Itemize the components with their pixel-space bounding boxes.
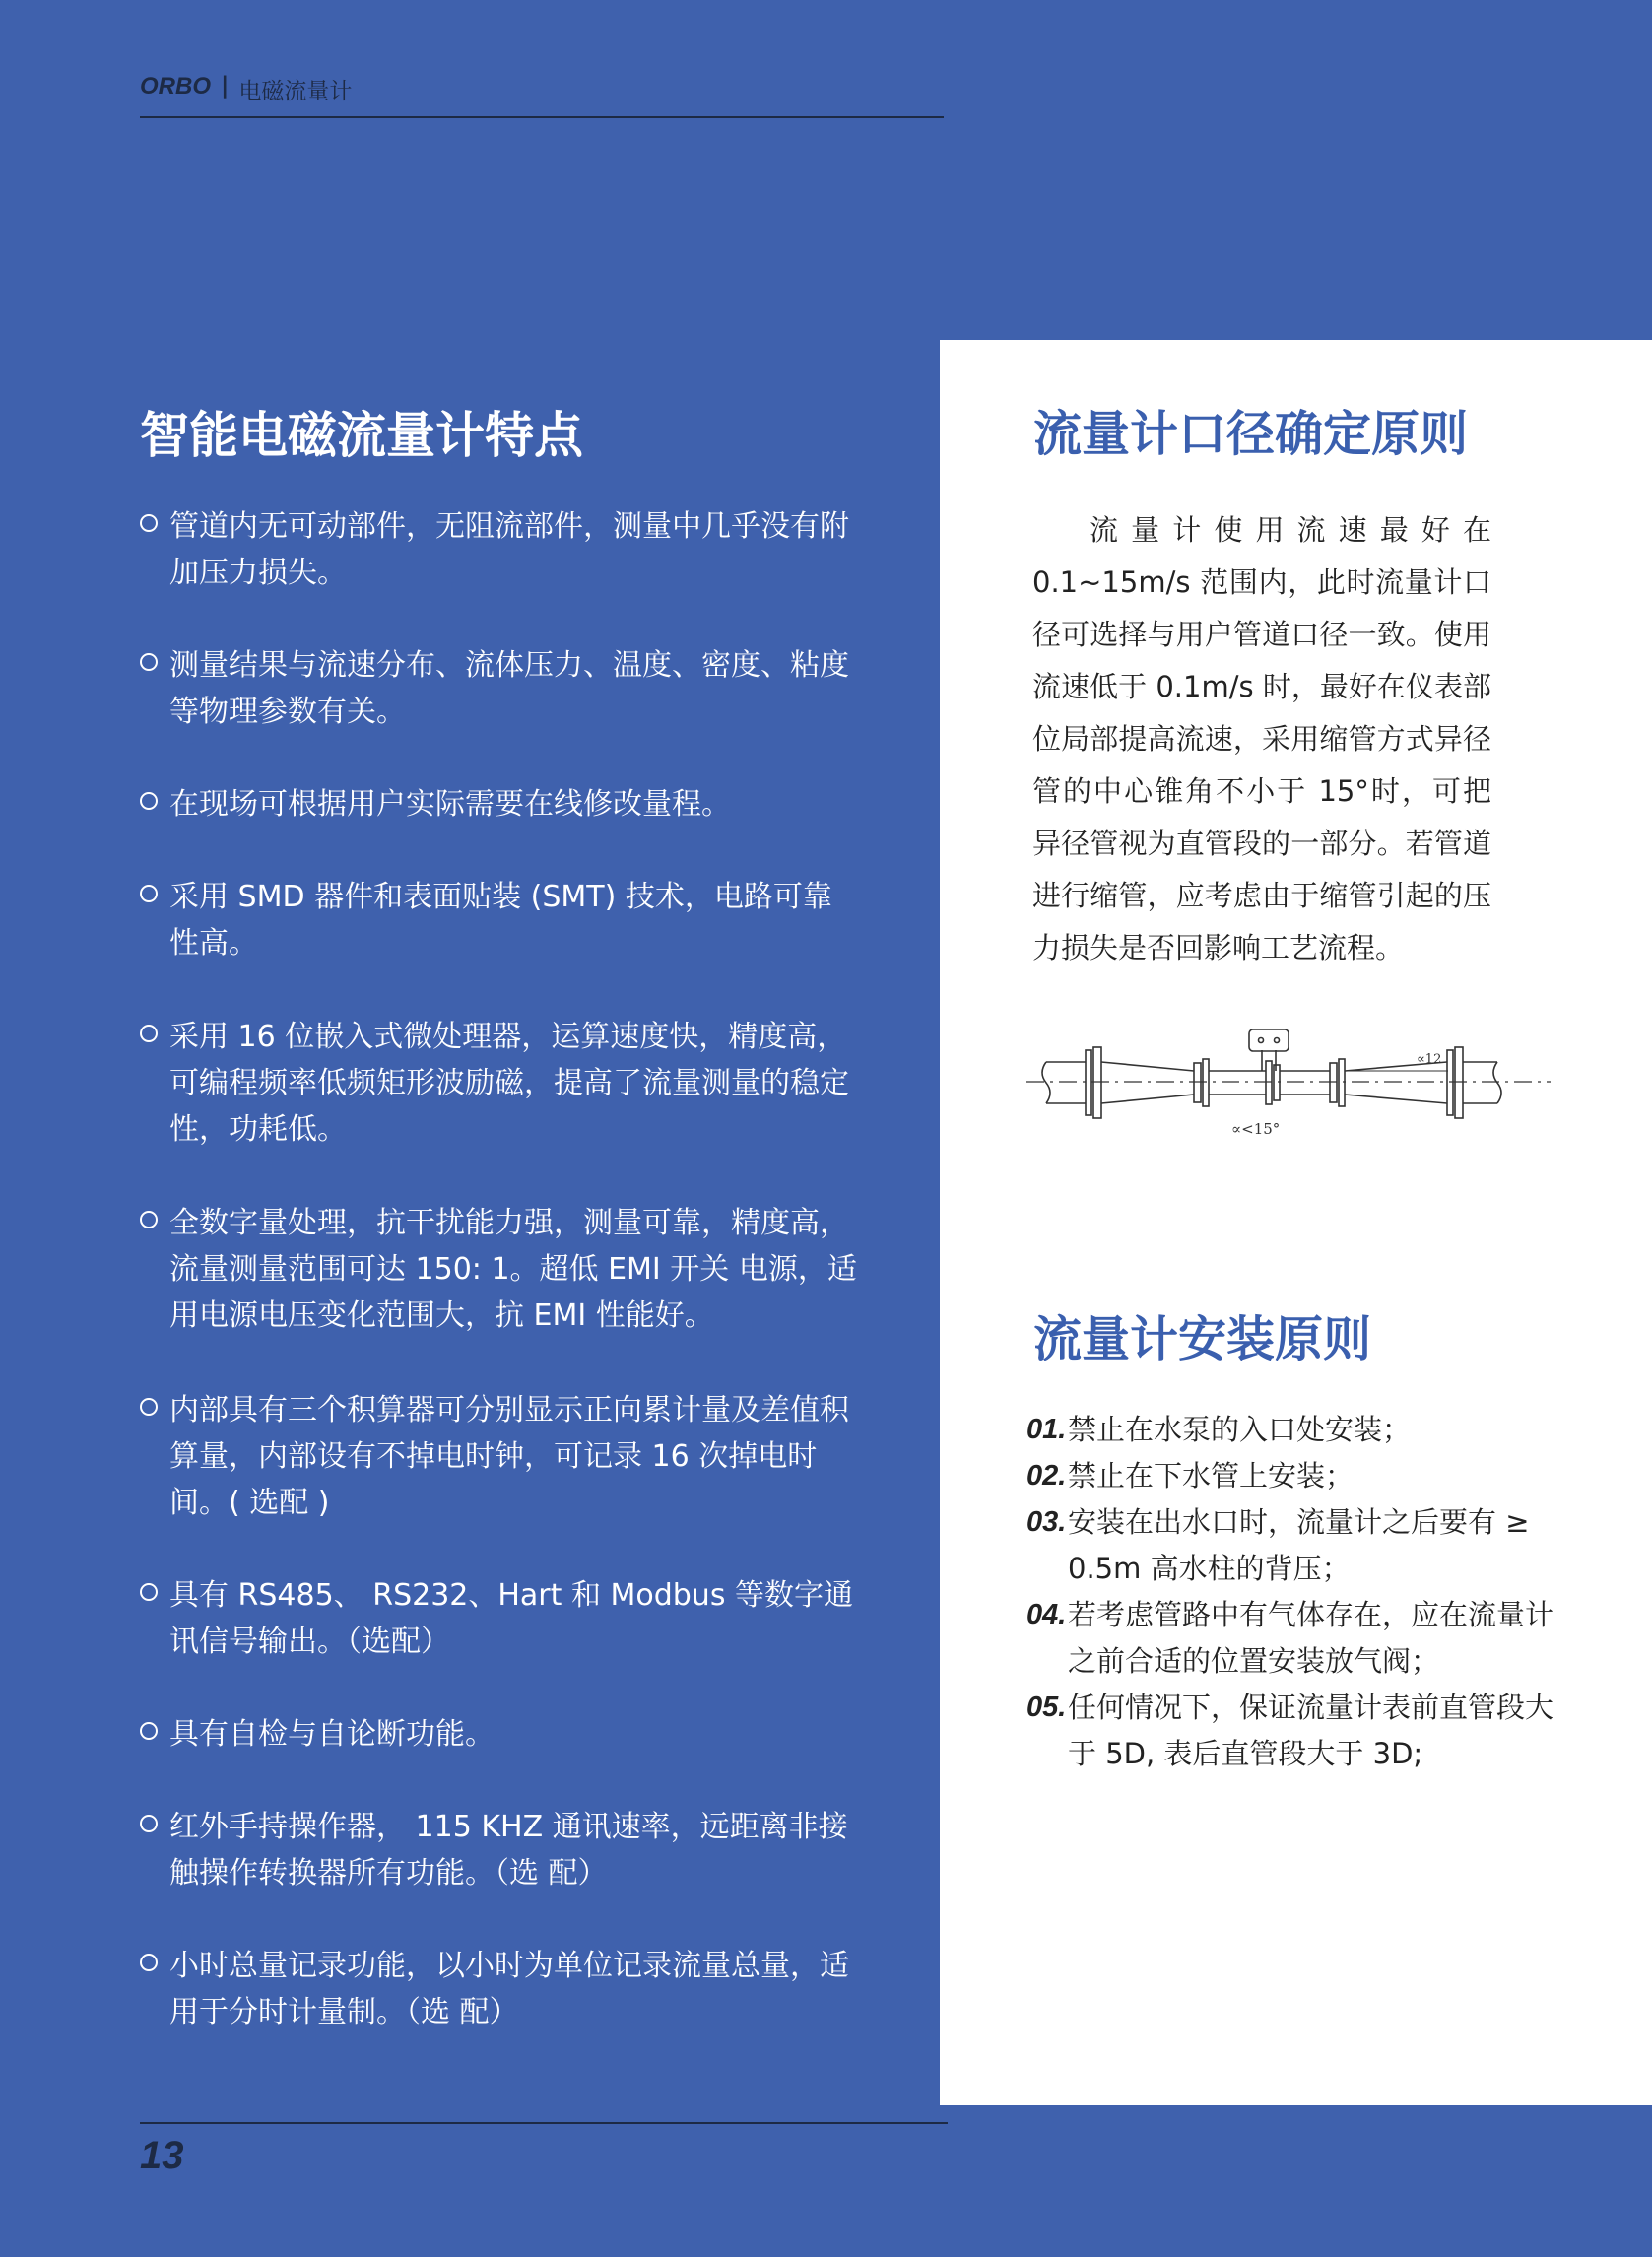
angle-label: ∝<15° bbox=[1231, 1120, 1281, 1138]
feature-item bbox=[140, 1804, 908, 1896]
feature-item bbox=[140, 1387, 908, 1526]
header-subtitle: 电磁流量计 bbox=[238, 79, 353, 104]
feature-text: 小时总量记录功能，以小时为单位记录流量总量，适用于分时计量制。（选 配） bbox=[169, 1949, 849, 2029]
rule-number: 03. bbox=[1026, 1506, 1067, 1538]
rule-text: 若考虑管路中有气体存在，应在流量计之前合适的位置安装放气阀； bbox=[1068, 1598, 1554, 1678]
header-separator: | bbox=[221, 73, 230, 99]
feature-text: 具有 RS485、 RS232、Hart 和 Modbus 等数字通讯信号输出。（选配） bbox=[169, 1578, 853, 1659]
circle-bullet-icon bbox=[140, 1583, 158, 1601]
circle-bullet-icon bbox=[140, 1398, 158, 1416]
pipe-diagram bbox=[1024, 1008, 1553, 1156]
feature-text: 采用 SMD 器件和表面贴装 (SMT) 技术，电路可靠性高。 bbox=[169, 880, 832, 961]
circle-bullet-icon bbox=[140, 1722, 158, 1740]
rule-text: 禁止在下水管上安装； bbox=[1068, 1459, 1355, 1493]
feature-item bbox=[140, 874, 908, 966]
feature-text: 内部具有三个积算器可分别显示正向累计量及差值积算量，内部设有不掉电时钟，可记录 16 次掉电时间。( 选配 ) bbox=[169, 1393, 849, 1520]
feature-text: 在现场可根据用户实际需要在线修改量程。 bbox=[169, 787, 731, 822]
circle-bullet-icon bbox=[140, 1954, 158, 1971]
feature-item bbox=[140, 1200, 908, 1339]
feature-text: 全数字量处理，抗干扰能力强，测量可靠，精度高，流量测量范围可达 150: 1。超低 EMI 开关 电源，适用电源电压变化范围大，抗 EMI 性能好。 bbox=[169, 1206, 857, 1333]
feature-item bbox=[140, 1572, 908, 1665]
rule-text: 任何情况下，保证流量计表前直管段大于 5D, 表后直管段大于 3D; bbox=[1068, 1691, 1554, 1770]
features-title: 智能电磁流量计特点 bbox=[140, 407, 583, 464]
rule-item bbox=[1026, 1453, 1578, 1499]
circle-bullet-icon bbox=[140, 1211, 158, 1228]
feature-text: 管道内无可动部件，无阻流部件，测量中几乎没有附加压力损失。 bbox=[169, 509, 849, 590]
page-header bbox=[140, 73, 944, 118]
feature-text: 测量结果与流速分布、流体压力、温度、密度、粘度等物理参数有关。 bbox=[169, 648, 849, 729]
brand-name: ORBO bbox=[140, 73, 211, 100]
feature-item bbox=[140, 781, 908, 828]
rule-item bbox=[1026, 1685, 1578, 1777]
page-number: 13 bbox=[140, 2134, 184, 2177]
feature-text: 具有自检与自论断功能。 bbox=[169, 1717, 495, 1752]
install-title: 流量计安装原则 bbox=[1033, 1311, 1372, 1367]
circle-bullet-icon bbox=[140, 885, 158, 902]
feature-item bbox=[140, 503, 908, 596]
rule-item bbox=[1026, 1499, 1578, 1592]
feature-text: 红外手持操作器， 115 KHZ 通讯速率，远距离非接触操作转换器所有功能。（选 配） bbox=[169, 1810, 848, 1891]
rule-text: 安装在出水口时，流量计之后要有 ≥ 0.5m 高水柱的背压； bbox=[1068, 1505, 1530, 1585]
feature-item bbox=[140, 642, 908, 735]
install-rules-list bbox=[1026, 1407, 1578, 1777]
circle-bullet-icon bbox=[140, 792, 158, 810]
rule-number: 05. bbox=[1026, 1692, 1067, 1723]
rule-number: 01. bbox=[1026, 1414, 1067, 1445]
rule-item bbox=[1026, 1592, 1578, 1685]
feature-item bbox=[140, 1711, 908, 1758]
caliber-text: 流量计使用流速最好在 0.1~15m/s 范围内，此时流量计口径可选择与用户管道口径一致。使用流速低于 0.1m/s 时，最好在仪表部位局部提高流速，采用缩管方式异径管的中心锥角不小于 15°时，可把异径管视为直管段的一部分。若管道进行缩管，应考虑由于缩管引起的压力损失是否回影响工艺流程。 bbox=[1032, 513, 1491, 964]
feature-item bbox=[140, 1014, 908, 1153]
caliber-title: 流量计口径确定原则 bbox=[1033, 406, 1469, 462]
right-panel bbox=[940, 340, 1652, 2105]
circle-bullet-icon bbox=[140, 1815, 158, 1832]
rule-number: 02. bbox=[1026, 1460, 1067, 1492]
feature-item bbox=[140, 1943, 908, 2035]
circle-bullet-icon bbox=[140, 514, 158, 532]
rule-text: 禁止在水泵的入口处安装； bbox=[1068, 1413, 1412, 1446]
rule-item bbox=[1026, 1407, 1578, 1453]
feature-text: 采用 16 位嵌入式微处理器，运算速度快，精度高，可编程频率低频矩形波励磁，提高了流量测量的稳定性，功耗低。 bbox=[169, 1020, 849, 1147]
rule-number: 04. bbox=[1026, 1599, 1067, 1630]
footer-divider bbox=[140, 2122, 948, 2124]
circle-bullet-icon bbox=[140, 653, 158, 671]
slope-label: ∝12 bbox=[1417, 1052, 1442, 1067]
circle-bullet-icon bbox=[140, 1025, 158, 1042]
